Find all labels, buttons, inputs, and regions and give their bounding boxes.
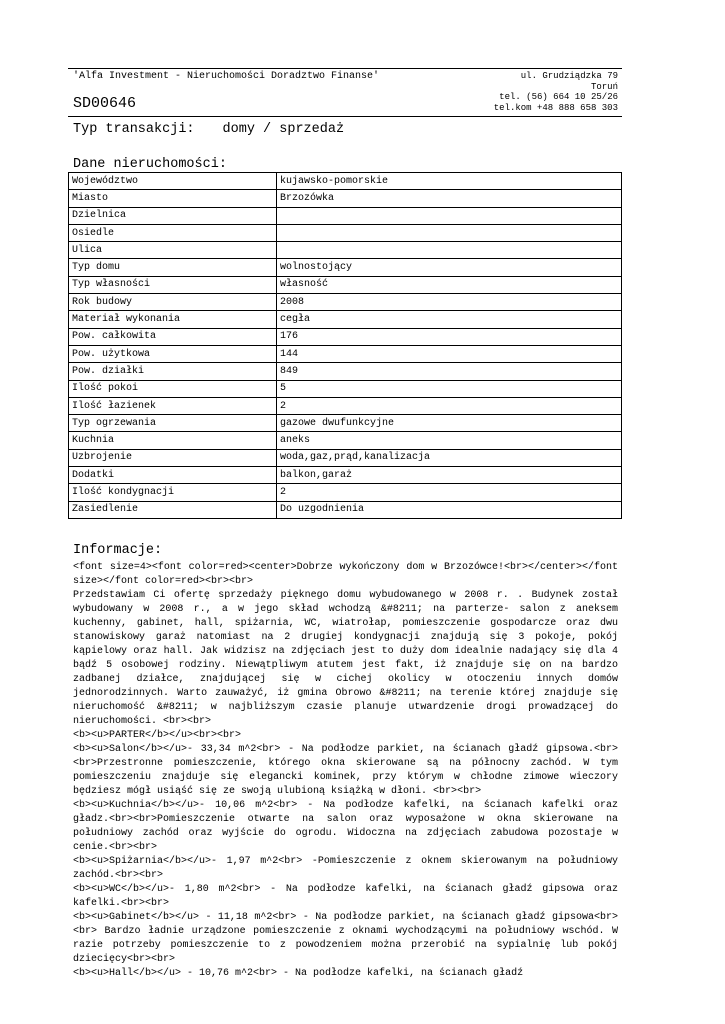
info-paragraph: Przedstawiam Ci ofertę sprzedaży pięknego domu wybudowanego w 2008 r. . Budynek został wybudowany w 2008 r., a w jego skład wchodzą &#8211; na parterze- salon z aneksem kuchenny, gabinet, hall, spiżarnia, WC, wiatrołap, pomieszczenie gospodarcze oraz dwu stanowiskowy garaż natomiast na 2 drugiej kondygnacji znajdują się 3 pokoje, pokój kąpielowy oraz hall. Jak widzisz na zdjęciach jest to duży dom idealnie nadający się dla 4 bądź 5 osobowej rodziny. Niewątpliwym atutem jest fakt, iż znajduje się on na bardzo zadbanej działce, znajdującej się w cichej okolicy w otoczeniu innych domów jednorodzinnych. Warto zauważyć, iż gmina Obrowo &#8211; na terenie której znajduje się nieruchomość &#8211; w najbliższym czasie planuje utwardzenie drogi prowadzącej do nieruchomości. <br><br> bbox=[73, 590, 618, 727]
property-label: Dzielnica bbox=[69, 207, 277, 224]
address-city: Toruń bbox=[590, 81, 618, 92]
address-mobile: tel.kom +48 888 658 303 bbox=[493, 102, 618, 113]
info-text bbox=[73, 561, 618, 981]
property-value bbox=[277, 207, 622, 224]
property-value: cegła bbox=[277, 311, 622, 328]
info-paragraph: <b><u>Spiżarnia</b></u>- 1,97 m^2<br> -Pomieszczenie z oknem skierowanym na południowy zachód.<br><br> bbox=[73, 856, 618, 881]
info-section-title: Informacje: bbox=[73, 543, 163, 558]
property-label: Ulica bbox=[69, 242, 277, 259]
table-row bbox=[69, 190, 622, 207]
property-label: Zasiedlenie bbox=[69, 501, 277, 518]
property-label: Typ domu bbox=[69, 259, 277, 276]
table-row bbox=[69, 449, 622, 466]
property-value: 176 bbox=[277, 328, 622, 345]
property-label: Miasto bbox=[69, 190, 277, 207]
property-value: aneks bbox=[277, 432, 622, 449]
property-value: 2 bbox=[277, 484, 622, 501]
table-row bbox=[69, 224, 622, 241]
info-paragraph: <b><u>Kuchnia</b></u>- 10,06 m^2<br> - Na podłodze kafelki, na ścianach kafelki oraz gładz.<br><br>Pomieszczenie otwarte na salon oraz wyposażone w okna skierowane na południowy zachód oraz wyjście do ogrodu. Widoczna na zdjęciach zabudowa pozostaje w cenie.<br><br> bbox=[73, 800, 618, 853]
property-value: Do uzgodnienia bbox=[277, 501, 622, 518]
property-label: Dodatki bbox=[69, 467, 277, 484]
property-label: Uzbrojenie bbox=[69, 449, 277, 466]
header-bottom-rule bbox=[68, 116, 622, 117]
property-value bbox=[277, 224, 622, 241]
table-row bbox=[69, 259, 622, 276]
table-row bbox=[69, 467, 622, 484]
header-top-rule bbox=[68, 68, 622, 69]
property-label: Kuchnia bbox=[69, 432, 277, 449]
info-paragraph: <b><u>Salon</b></u>- 33,34 m^2<br> - Na podłodze parkiet, na ścianach gładź gipsowa.<br><br>Przestronne pomieszczenie, którego okna skierowane są na północny zachód. W tym pomieszczeniu znajduje się elegancki kominek, przy którym w chłodne zimowe wieczory będziesz mógł usiąść się ze swoją ulubioną książką w dłoni. <br><br> bbox=[73, 744, 618, 797]
property-label: Pow. użytkowa bbox=[69, 345, 277, 362]
table-row bbox=[69, 432, 622, 449]
property-value: 2008 bbox=[277, 294, 622, 311]
transaction-label: Typ transakcji: bbox=[73, 122, 195, 137]
property-label: Osiedle bbox=[69, 224, 277, 241]
property-label: Materiał wykonania bbox=[69, 311, 277, 328]
property-section-title: Dane nieruchomości: bbox=[73, 157, 227, 172]
property-table bbox=[68, 172, 622, 519]
info-paragraph: <b><u>Hall</b></u> - 10,76 m^2<br> - Na podłodze kafelki, na ścianach gładź bbox=[73, 968, 524, 979]
property-value: wolnostojący bbox=[277, 259, 622, 276]
property-value: woda,gaz,prąd,kanalizacja bbox=[277, 449, 622, 466]
property-value: gazowe dwufunkcyjne bbox=[277, 415, 622, 432]
property-value: 144 bbox=[277, 345, 622, 362]
table-row bbox=[69, 311, 622, 328]
property-label: Typ własności bbox=[69, 276, 277, 293]
address-street: ul. Grudziądzka 79 bbox=[520, 71, 618, 81]
property-value: balkon,garaż bbox=[277, 467, 622, 484]
property-label: Ilość łazienek bbox=[69, 397, 277, 414]
table-row bbox=[69, 415, 622, 432]
agency-address bbox=[494, 71, 618, 113]
property-label: Pow. działki bbox=[69, 363, 277, 380]
property-label: Typ ogrzewania bbox=[69, 415, 277, 432]
table-row bbox=[69, 501, 622, 518]
info-paragraph: <b><u>PARTER</b></u><br><br> bbox=[73, 730, 242, 741]
table-row bbox=[69, 242, 622, 259]
property-label: Ilość pokoi bbox=[69, 380, 277, 397]
table-row bbox=[69, 173, 622, 190]
property-value bbox=[277, 242, 622, 259]
property-value: 5 bbox=[277, 380, 622, 397]
address-phone: tel. (56) 664 10 25/26 bbox=[499, 92, 618, 102]
table-row bbox=[69, 363, 622, 380]
transaction-type bbox=[73, 122, 344, 137]
property-label: Pow. całkowita bbox=[69, 328, 277, 345]
property-value: 2 bbox=[277, 397, 622, 414]
table-row bbox=[69, 484, 622, 501]
property-value: Brzozówka bbox=[277, 190, 622, 207]
table-row bbox=[69, 294, 622, 311]
table-row bbox=[69, 380, 622, 397]
property-value: 849 bbox=[277, 363, 622, 380]
table-row bbox=[69, 276, 622, 293]
offer-reference: SD00646 bbox=[73, 95, 137, 112]
property-label: Województwo bbox=[69, 173, 277, 190]
table-row bbox=[69, 397, 622, 414]
info-paragraph: <b><u>Gabinet</b></u> - 11,18 m^2<br> - Na podłodze parkiet, na ścianach gładź gipsowa<br><br> Bardzo ładnie urządzone pomieszczenie z oknami wychodzącymi na południowy wschód. W razie potrzeby pomieszczenie to z powodzeniem można przerobić na sypialnię lub pokój dziecięcy<br><br> bbox=[73, 912, 618, 965]
property-label: Ilość kondygnacji bbox=[69, 484, 277, 501]
transaction-value: domy / sprzedaż bbox=[222, 122, 345, 137]
table-row bbox=[69, 207, 622, 224]
property-value: własność bbox=[277, 276, 622, 293]
property-label: Rok budowy bbox=[69, 294, 277, 311]
table-row bbox=[69, 328, 622, 345]
property-value: kujawsko-pomorskie bbox=[277, 173, 622, 190]
table-row bbox=[69, 345, 622, 362]
company-name: 'Alfa Investment - Nieruchomości Doradztwo Finanse' bbox=[73, 71, 380, 82]
info-paragraph: <b><u>WC</b></u>- 1,80 m^2<br> - Na podłodze kafelki, na ścianach gładź gipsowa oraz kafelki.<br><br> bbox=[73, 884, 618, 909]
info-paragraph: <font size=4><font color=red><center>Dobrze wykończony dom w Brzozówce!<br></center></font size></font color=red><br><br> bbox=[73, 562, 618, 587]
